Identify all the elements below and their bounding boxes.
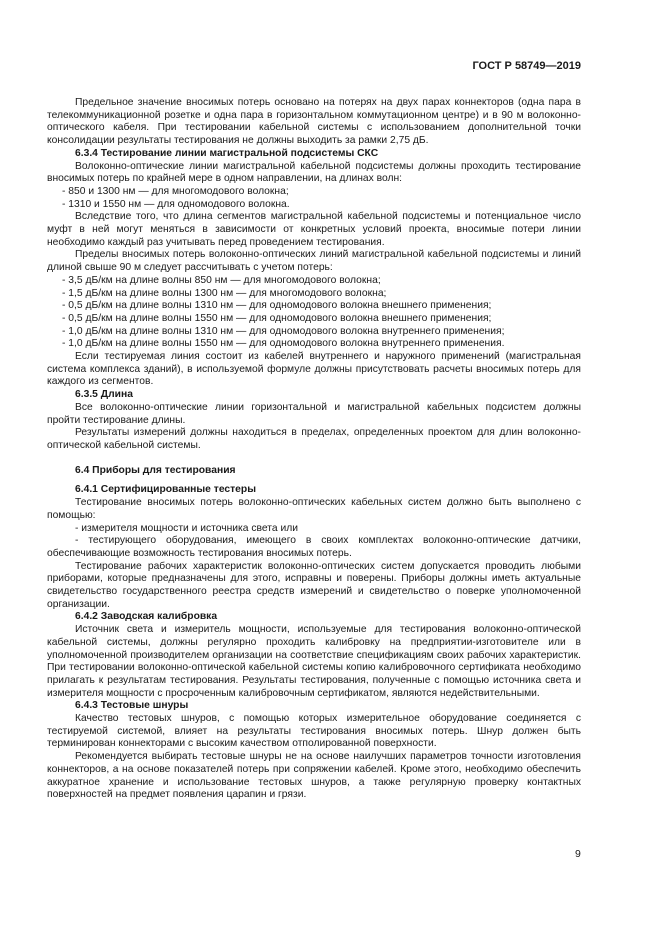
- section-heading-6-4-2: 6.4.2 Заводская калибровка: [75, 611, 218, 623]
- paragraph: Тестирование рабочих характеристик волоконно-оптических систем допускается проводить любыми приборами, которые предназначены для этого, исправны и поверены. Приборы должны иметь актуальные свидетельство государственного реестра средств измерений и свидетельство о поверке уполномоченной организации.: [47, 560, 581, 610]
- paragraph: Рекомендуется выбирать тестовые шнуры не на основе наилучших параметров точности изготовления коннекторов, а на основе показателей потерь при сопряжении кабелей. Кроме этого, необходимо обеспечить аккуратное хранение и использование тестовых шнуров, а также регулярную проверку контактных поверхностей на предмет появления царапин и грязи.: [47, 751, 581, 801]
- paragraph: Все волоконно-оптические линии горизонтальной и магистральной кабельных подсистем должны пройти тестирование длины.: [47, 401, 581, 426]
- list-item: - тестирующего оборудования, имеющего в своих комплектах волоконно-оптические датчики, обеспечивающие возможность тестирования вносимых потерь.: [47, 535, 581, 559]
- paragraph: Вследствие того, что длина сегментов магистральной кабельной подсистемы и потенциальное число муфт в ней могут меняться в зависимости от конкретных условий проекта, вносимые потери линии необходимо каждый раз учитывать перед проведением тестирования.: [47, 211, 581, 248]
- list-item: - 1310 и 1550 нм — для одномодового волокна.: [62, 198, 290, 210]
- paragraph: Источник света и измеритель мощности, используемые для тестирования волоконно-оптической кабельной системы, должны регулярно проходить калибровку на предприятии-изготовителе или в уполномоченной производителем организации на соответствие спецификациям своих рабочих характеристик. При тестировании волоконно-оптической кабельной системы копию калибровочного сертификата необходимо прилагать к результатам тестирования. Результаты тестирования, полученные с помощью источника света и измерителя мощности с просроченным калибровочным сертификатом, являются недействительными.: [47, 624, 581, 699]
- list-item: - 850 и 1300 нм — для многомодового волокна;: [62, 185, 289, 197]
- paragraph: Качество тестовых шнуров, с помощью которых измерительное оборудование соединяется с тестируемой системой, влияет на результаты тестирования вносимых потерь. Шнур должен быть терминирован коннекторами с высоким качеством отполированной поверхности.: [47, 713, 581, 750]
- section-heading-6-4-3: 6.4.3 Тестовые шнуры: [75, 700, 189, 712]
- list-item: - 0,5 дБ/км на длине волны 1310 нм — для одномодового волокна внешнего применения;: [62, 300, 492, 312]
- paragraph: Результаты измерений должны находиться в пределах, определенных проектом для длин волоконно-оптической кабельной системы.: [47, 427, 581, 451]
- page-content: [47, 97, 581, 802]
- standard-number: ГОСТ Р 58749—2019: [472, 60, 581, 72]
- paragraph: Если тестируемая линия состоит из кабелей внутреннего и наружного применений (магистральная система комплекса зданий), в используемой формуле должны присутствовать расчеты вносимых потерь для каждого из сегментов.: [47, 351, 581, 388]
- list-item: - 1,0 дБ/км на длине волны 1310 нм — для одномодового волокна внутреннего применения;: [62, 325, 505, 337]
- paragraph: Пределы вносимых потерь волоконно-оптических линий магистральной кабельной подсистемы и линий длиной свыше 90 м следует рассчитывать с учетом потерь:: [47, 249, 581, 274]
- list-item: - 1,0 дБ/км на длине волны 1550 нм — для одномодового волокна внутреннего применения.: [62, 338, 505, 350]
- paragraph: Предельное значение вносимых потерь основано на потерях на двух парах коннекторов (одна пара в телекоммуникационной розетке и одна пара в горизонтальном коммутационном центре) и в 90 м волоконно-оптического кабеля. При тестировании кабельной системы с использованием дополнительной точки консолидации результаты тестирования не должны выходить за рамки 2,75 дБ.: [47, 97, 581, 147]
- list-item: - 1,5 дБ/км на длине волны 1300 нм — для многомодового волокна;: [62, 287, 387, 299]
- paragraph: Тестирование вносимых потерь волоконно-оптических кабельных систем должно быть выполнено с помощью:: [47, 497, 581, 521]
- section-heading-6-3-5: 6.3.5 Длина: [75, 389, 133, 401]
- section-heading-6-4: 6.4 Приборы для тестирования: [75, 464, 236, 476]
- page-number: 9: [575, 848, 581, 860]
- section-heading-6-3-4: 6.3.4 Тестирование линии магистральной подсистемы СКС: [75, 147, 379, 159]
- section-heading-6-4-1: 6.4.1 Сертифицированные тестеры: [75, 484, 256, 496]
- list-item: - 0,5 дБ/км на длине волны 1550 нм — для одномодового волокна внешнего применения;: [62, 312, 492, 324]
- paragraph: Волоконно-оптические линии магистральной кабельной подсистемы должны проходить тестирование вносимых потерь по крайней мере в одном направлении, на длинах волн:: [47, 160, 581, 185]
- list-item: - 3,5 дБ/км на длине волны 850 нм — для многомодового волокна;: [62, 274, 381, 286]
- list-item: - измерителя мощности и источника света или: [75, 522, 298, 534]
